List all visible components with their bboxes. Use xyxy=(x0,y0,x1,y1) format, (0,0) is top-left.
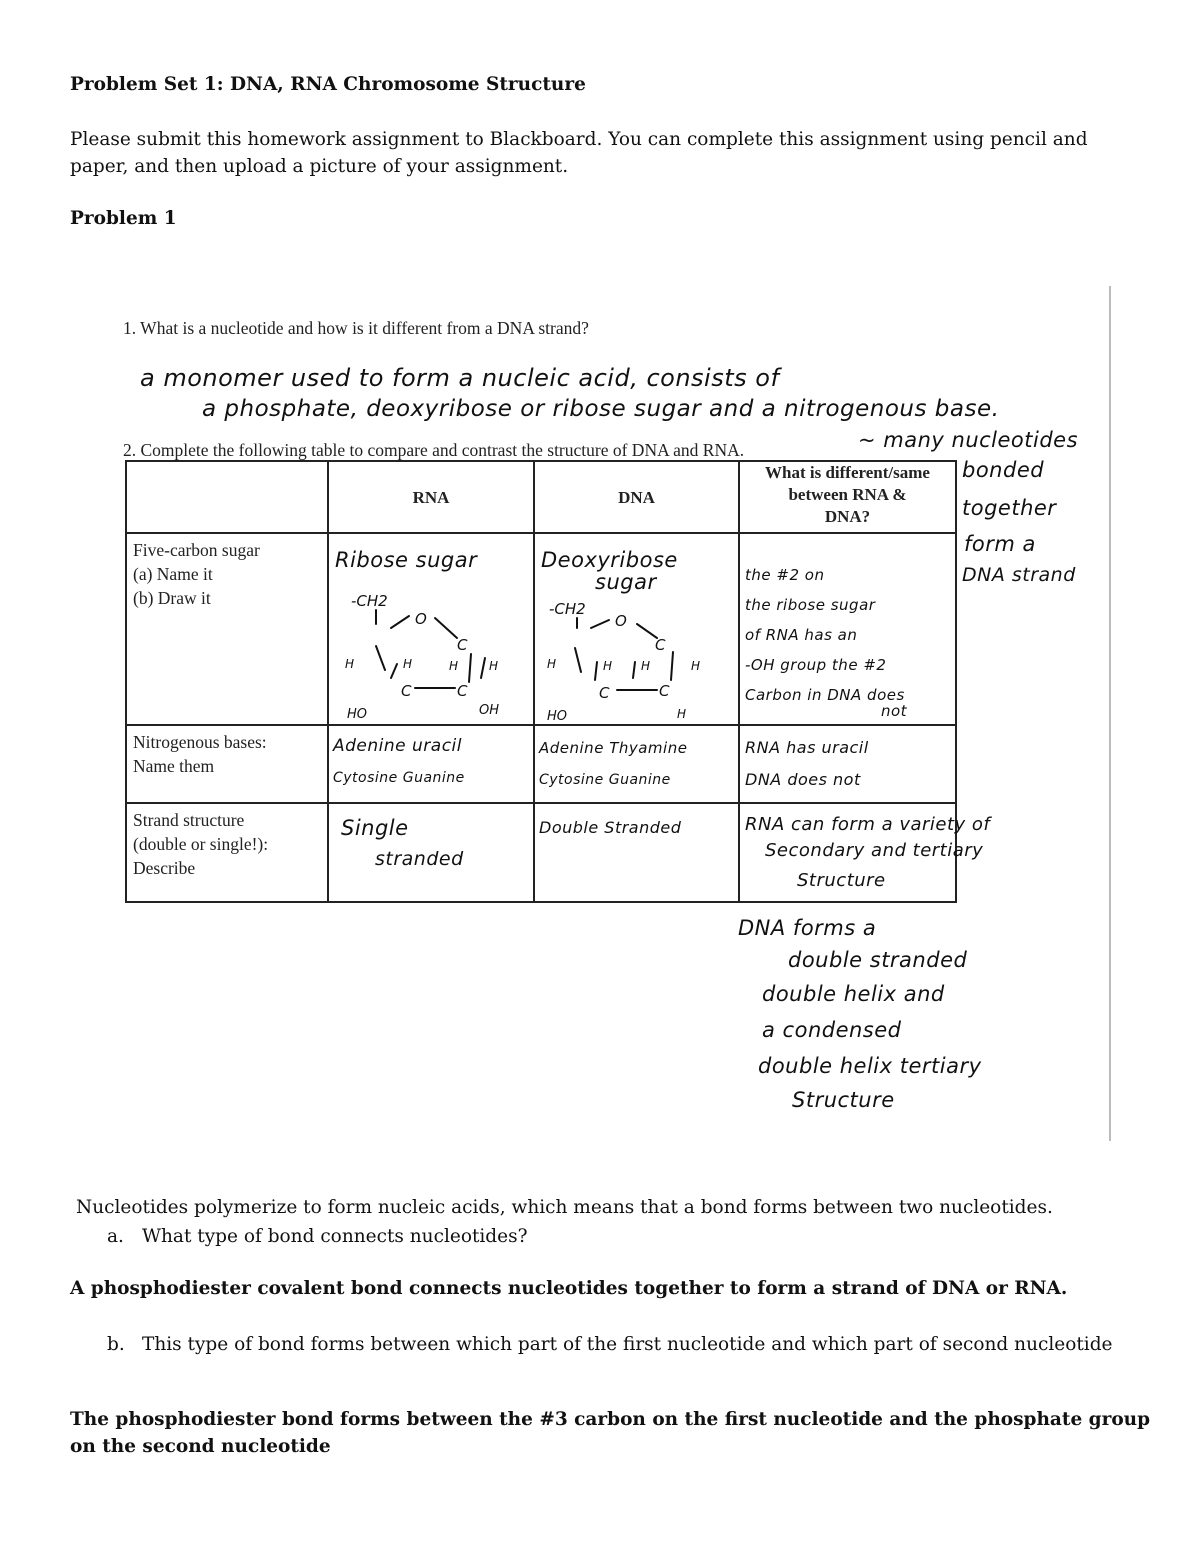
ribose-sketch-label-10: OH xyxy=(479,703,500,718)
dna-strand: Double Stranded xyxy=(539,818,682,837)
rna-bases xyxy=(333,730,465,794)
side-note-1: ~ many nucleotides xyxy=(858,428,1079,452)
comparison-table xyxy=(125,460,991,903)
table-col-line-2 xyxy=(533,460,535,903)
table-border-left xyxy=(125,460,127,903)
ribose-sketch-label-1: O xyxy=(415,610,427,628)
row-label-sugar-3: (b) Draw it xyxy=(133,588,211,608)
side-note-3: together xyxy=(962,496,1057,520)
question-2: 2. Complete the following table to compare and contrast the structure of DNA and RNA. xyxy=(123,440,745,460)
q1-answer-line-2: a phosphate, deoxyribose or ribose sugar and a nitrogenous base. xyxy=(202,396,1000,422)
diff-strand-1: RNA can form a variety of xyxy=(745,814,991,835)
answer-b-line-1: The phosphodiester bond forms between the #3 carbon on the first nucleotide and the phosphate group xyxy=(70,1409,1151,1430)
part-a-question: What type of bond connects nucleotides? xyxy=(142,1226,528,1247)
q1-answer-line-1: a monomer used to form a nucleic acid, consists of xyxy=(140,364,780,392)
row-label-bases-2: Name them xyxy=(133,756,215,776)
below-note-2: double stranded xyxy=(788,948,968,972)
deoxyribose-sketch-label-10: H xyxy=(677,707,687,721)
dna-bases-2: Cytosine Guanine xyxy=(539,772,671,788)
diff-strand-3: Structure xyxy=(797,870,886,891)
col-header-dna: DNA xyxy=(618,488,655,507)
answer-b-line-2: on the second nucleotide xyxy=(70,1436,331,1457)
below-note-4: a condensed xyxy=(762,1018,902,1042)
deoxyribose-sketch-label-4: H xyxy=(603,659,613,673)
diff-strand-2: Secondary and tertiary xyxy=(765,840,984,861)
ribose-sketch-label-7: C xyxy=(401,682,412,700)
diff-bases xyxy=(745,732,869,796)
answer-a: A phosphodiester covalent bond connects nucleotides together to form a strand of DNA or RNA. xyxy=(70,1278,1068,1299)
part-intro: Nucleotides polymerize to form nucleic acids, which means that a bond forms between two nucleotides. xyxy=(76,1197,1053,1218)
row-label-sugar-2: (a) Name it xyxy=(133,564,213,584)
document-title: Problem Set 1: DNA, RNA Chromosome Structure xyxy=(70,74,586,95)
diff-sugar-6: not xyxy=(881,702,908,720)
ribose-sketch-label-9: HO xyxy=(347,707,368,722)
deoxyribose-sketch-label-3: H xyxy=(547,657,557,671)
ribose-sketch-label-2: C xyxy=(457,636,468,654)
row-label-sugar xyxy=(133,538,260,610)
dna-sugar-name-1: Deoxyribose xyxy=(541,548,678,572)
intro-line-1: Please submit this homework assignment to Blackboard. You can complete this assignment using pencil and xyxy=(70,129,1088,150)
diff-sugar-5: Carbon in DNA does xyxy=(745,686,905,704)
rna-sugar-name: Ribose sugar xyxy=(335,548,478,572)
intro-line-2: paper, and then upload a picture of your assignment. xyxy=(70,156,569,177)
side-note-5: DNA strand xyxy=(962,564,1076,586)
ribose-sketch-label-0: -CH2 xyxy=(351,592,388,610)
problem-label: Problem 1 xyxy=(70,208,177,229)
part-b-marker: b. xyxy=(107,1334,125,1355)
deoxyribose-sketch-label-8: C xyxy=(659,682,670,700)
deoxyribose-sketch-label-5: H xyxy=(641,659,651,673)
ribose-sketch-label-5: H xyxy=(449,659,459,673)
table-border-right xyxy=(955,460,957,903)
rna-strand-1: Single xyxy=(341,816,409,840)
side-note-4: form a xyxy=(964,532,1036,556)
col-header-rna: RNA xyxy=(412,488,450,507)
table-border-bottom xyxy=(125,901,957,903)
ribose-sketch-label-3: H xyxy=(345,657,355,671)
table-line-header xyxy=(125,532,957,534)
rna-bases-2: Cytosine Guanine xyxy=(333,770,465,786)
below-note-6: Structure xyxy=(792,1088,895,1112)
col-header-diff-line-2: between RNA & xyxy=(788,485,907,504)
table-line-row2 xyxy=(125,802,957,804)
ribose-sketch-label-8: C xyxy=(457,682,468,700)
diff-sugar-2: the ribose sugar xyxy=(745,596,876,614)
deoxyribose-sketch-label-2: C xyxy=(655,636,666,654)
deoxyribose-sketch xyxy=(537,594,737,724)
row-label-strand xyxy=(133,808,268,880)
col-header-diff-line-3: DNA? xyxy=(824,507,871,526)
ribose-sketch-label-4: H xyxy=(403,657,413,671)
deoxyribose-sketch-label-9: HO xyxy=(547,709,568,724)
diff-sugar xyxy=(745,560,905,710)
rna-bases-1: Adenine uracil xyxy=(333,736,462,756)
dna-bases-1: Adenine Thyamine xyxy=(539,739,688,757)
diff-bases-1: RNA has uracil xyxy=(745,738,869,757)
diff-sugar-4: -OH group the #2 xyxy=(745,656,887,674)
diff-sugar-1: the #2 on xyxy=(745,566,825,584)
col-header-diff-line-1: What is different/same xyxy=(765,463,930,482)
row-label-bases xyxy=(133,730,267,778)
rna-strand-2: stranded xyxy=(375,848,464,870)
below-note-3: double helix and xyxy=(762,982,945,1006)
row-label-bases-1: Nitrogenous bases: xyxy=(133,732,267,752)
row-label-strand-2: (double or single!): xyxy=(133,834,269,854)
deoxyribose-sketch-label-7: C xyxy=(599,684,610,702)
ribose-sketch xyxy=(331,578,531,724)
row-label-sugar-1: Five-carbon sugar xyxy=(133,540,260,560)
part-b-question: This type of bond forms between which part of the first nucleotide and which part of second nucleotide xyxy=(142,1334,1113,1355)
table-col-line-1 xyxy=(327,460,329,903)
part-a-marker: a. xyxy=(107,1226,124,1247)
row-label-strand-3: Describe xyxy=(133,858,196,878)
deoxyribose-sketch-label-0: -CH2 xyxy=(549,600,586,618)
below-note-1: DNA forms a xyxy=(738,916,877,940)
ribose-sketch-label-6: H xyxy=(489,659,499,673)
deoxyribose-sketch-label-6: H xyxy=(691,659,701,673)
diff-sugar-3: of RNA has an xyxy=(745,626,858,644)
col-header-diff xyxy=(740,462,955,528)
dna-bases xyxy=(539,732,687,796)
scan-edge-line xyxy=(1109,286,1111,1141)
dna-sugar-name-2: sugar xyxy=(595,570,657,594)
row-label-strand-1: Strand structure xyxy=(133,810,245,830)
question-1: 1. What is a nucleotide and how is it different from a DNA strand? xyxy=(123,318,589,338)
side-note-2: bonded xyxy=(962,458,1045,482)
diff-bases-2: DNA does not xyxy=(745,770,861,789)
deoxyribose-sketch-label-1: O xyxy=(615,612,627,630)
below-note-5: double helix tertiary xyxy=(758,1054,982,1078)
table-line-row1 xyxy=(125,724,957,726)
